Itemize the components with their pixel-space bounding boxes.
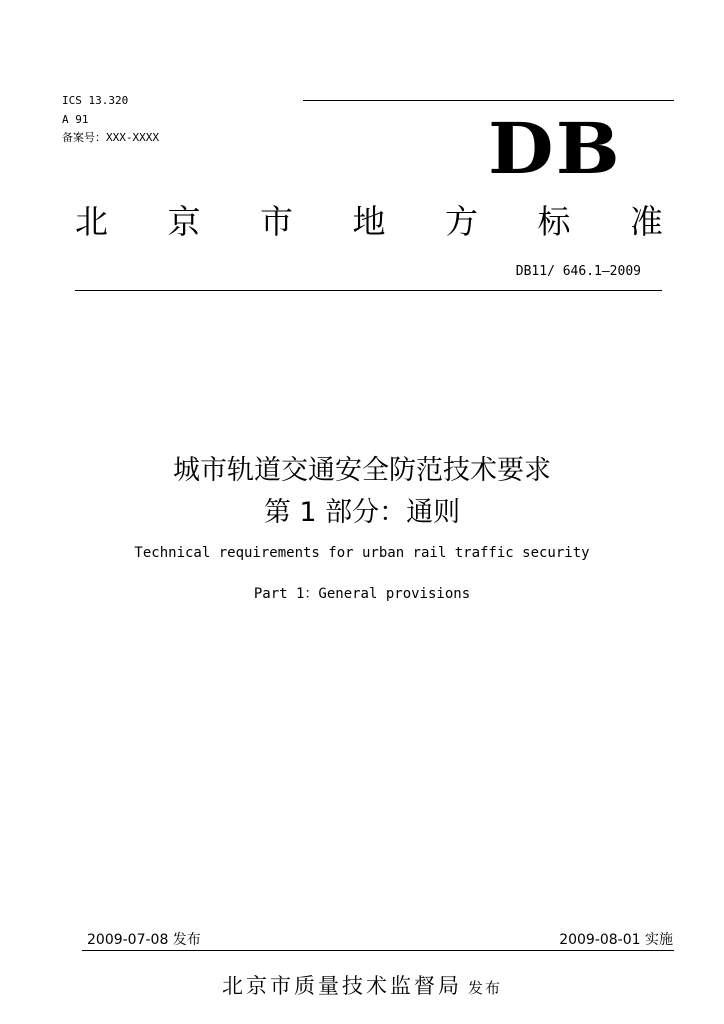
publish-label: 发布 [467,979,502,997]
chinese-title-line2: 第 1 部分：通则 [263,497,461,528]
standard-number-rule [75,290,662,291]
standard-type-char: 地 [352,201,386,241]
english-title-line2: Part 1：General provisions [253,586,471,602]
standard-type-char: 京 [167,201,201,241]
standard-type-char: 准 [630,201,663,241]
footer-rule [82,950,674,951]
publisher-name: 北京市质量技术监督局 [221,974,462,998]
standard-type-heading [75,192,663,246]
release-date: 2009-07-08 发布 [87,932,201,948]
standard-type-char: 市 [260,201,293,241]
db-logo: DB [488,107,622,190]
ccs-code: A 91 [62,113,89,126]
filing-number: 备案号：XXX-XXXX [62,131,159,144]
header-rule [303,100,674,101]
english-title-line1: Technical requirements for urban rail traffic security [134,545,590,561]
implementation-date: 2009-08-01 实施 [559,932,673,948]
standard-type-char: 标 [537,201,571,241]
standard-number: DB11/ 646.1—2009 [515,264,641,279]
chinese-title-line1: 城市轨道交通安全防范技术要求 [173,455,551,486]
standard-type-char: 北 [75,201,108,241]
publisher-line [0,970,724,1000]
ics-code: ICS 13.320 [62,94,129,107]
standard-type-char: 方 [445,201,478,241]
